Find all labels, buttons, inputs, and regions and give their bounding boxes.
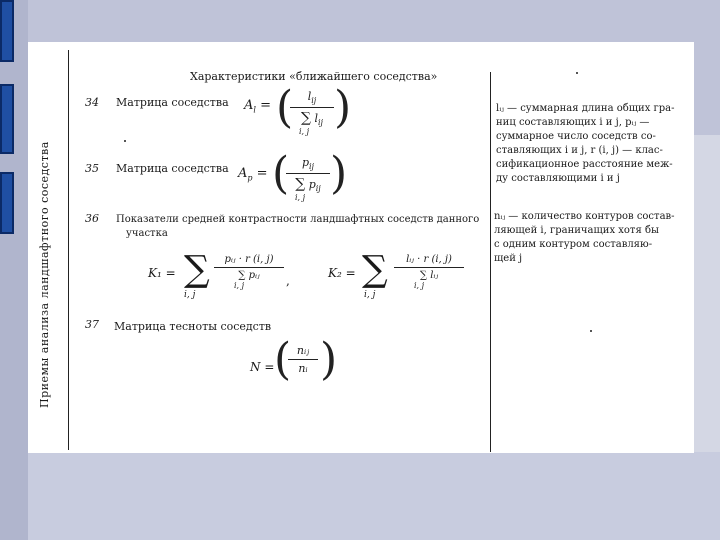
row-label-35: Матрица соседства bbox=[116, 162, 229, 175]
k2-fraction-bar bbox=[394, 267, 464, 268]
f34-sum-sign: ∑ bbox=[300, 110, 311, 127]
right-background-panel bbox=[694, 135, 720, 453]
note-36-line: щей j bbox=[494, 253, 523, 264]
vertical-side-title: Приемы анализа ландшафтного соседства bbox=[38, 141, 51, 408]
f35-den-index: i, j bbox=[294, 193, 306, 203]
fraction-34-num bbox=[308, 90, 317, 105]
f34-num-sub: ij bbox=[311, 96, 317, 106]
k1-sum-sign: ∑ bbox=[184, 249, 210, 290]
note-34-line: lᵢⱼ — суммарная длина общих гра- bbox=[496, 103, 675, 114]
scan-speck bbox=[576, 72, 578, 74]
n-denominator: nᵢ bbox=[298, 362, 308, 375]
formula-34-var: A bbox=[244, 98, 254, 113]
row-number-35: 35 bbox=[85, 162, 99, 175]
f35-num-sub: ij bbox=[309, 162, 315, 172]
n-lhs: N = bbox=[250, 360, 275, 374]
note-36-line: nᵢⱼ — количество контуров состав- bbox=[494, 211, 675, 222]
f35-sum-sign: ∑ bbox=[295, 176, 306, 193]
n-fraction bbox=[288, 344, 318, 375]
k2-denominator: ∑ lᵢⱼ bbox=[419, 270, 439, 281]
paren-open-34: ( bbox=[276, 82, 294, 133]
n-numerator: nᵢⱼ bbox=[296, 344, 310, 357]
note-34-line: ниц составляющих i и j, pᵢⱼ — bbox=[496, 117, 650, 128]
fraction-34 bbox=[290, 90, 334, 136]
k1-denominator: ∑ pᵢⱼ bbox=[238, 270, 260, 281]
k2-sum-index: i, j bbox=[364, 290, 376, 300]
f34-den-var: l bbox=[314, 112, 318, 126]
table-header: Характеристики «ближайшего соседства» bbox=[190, 70, 438, 83]
k2-lhs: K₂ = bbox=[328, 266, 356, 280]
k2-den-var: lᵢⱼ bbox=[430, 270, 439, 281]
fraction-35-bar bbox=[286, 173, 330, 174]
k2-fraction bbox=[394, 254, 464, 290]
fraction-35-den bbox=[295, 176, 321, 193]
f34-den-index: i, j bbox=[298, 127, 310, 137]
column-rule-right bbox=[490, 72, 491, 452]
k-separator-comma: , bbox=[286, 274, 290, 288]
n-fraction-bar bbox=[288, 359, 318, 360]
k1-fraction-bar bbox=[214, 267, 284, 268]
note-34-line: ставляющих i и j, r (i, j) — клас- bbox=[496, 145, 663, 156]
f35-num-var: p bbox=[301, 156, 309, 169]
paren-close-35: ) bbox=[330, 148, 348, 199]
note-34-line: сификационное расстояние меж- bbox=[496, 159, 673, 170]
note-34-line: суммарное число соседств со- bbox=[496, 131, 656, 142]
scanned-page bbox=[28, 42, 694, 453]
paren-close-37: ) bbox=[320, 334, 338, 385]
k1-sum-index: i, j bbox=[184, 290, 196, 300]
f34-den-sub: ij bbox=[317, 118, 324, 128]
fraction-35 bbox=[286, 156, 330, 202]
fraction-35-num bbox=[302, 156, 314, 171]
row-label-37: Матрица тесноты соседств bbox=[114, 320, 272, 333]
formula-34-sub: l bbox=[253, 105, 256, 115]
slide-tab-bottom bbox=[0, 172, 14, 234]
row-label-34: Матрица соседства bbox=[116, 96, 229, 109]
slide-tab-top bbox=[0, 0, 14, 62]
paren-open-35: ( bbox=[272, 148, 290, 199]
fraction-34-den bbox=[301, 110, 323, 127]
k1-fraction bbox=[214, 254, 284, 290]
note-36-line: с одним контуром составляю- bbox=[494, 239, 653, 250]
k1-den-var: pᵢⱼ bbox=[248, 270, 260, 281]
fraction-34-bar bbox=[290, 107, 334, 108]
note-36-line: ляющей i, граничащих хотя бы bbox=[494, 225, 659, 236]
paren-close-34: ) bbox=[334, 82, 352, 133]
row-number-34: 34 bbox=[85, 96, 99, 109]
k2-numerator: lᵢⱼ · r (i, j) bbox=[406, 254, 452, 265]
scan-speck bbox=[590, 330, 592, 332]
row-number-36: 36 bbox=[85, 212, 99, 225]
row-label-36-cont: участка bbox=[126, 228, 168, 239]
row-number-37: 37 bbox=[85, 318, 99, 331]
formula-35-sub: p bbox=[247, 173, 253, 183]
note-36 bbox=[494, 210, 675, 266]
note-34 bbox=[496, 102, 675, 186]
k2-sum-sign: ∑ bbox=[362, 249, 388, 290]
formula-35-var: A bbox=[238, 166, 248, 181]
f35-den-var: p bbox=[308, 178, 316, 192]
f35-den-sub: ij bbox=[315, 184, 321, 194]
formula-35-lhs: $A_p$ = bbox=[238, 166, 268, 183]
slide-tab-middle bbox=[0, 84, 14, 154]
column-rule-left bbox=[68, 50, 69, 450]
k1-den-index: i, j bbox=[233, 281, 245, 290]
left-background-strip bbox=[0, 0, 28, 540]
lower-background-panel bbox=[28, 452, 720, 540]
k2-den-index: i, j bbox=[413, 281, 425, 290]
paren-open-37: ( bbox=[274, 334, 292, 385]
f34-num-var: l bbox=[307, 90, 312, 103]
row-label-36: Показатели средней контрастности ландшафтных соседств данного bbox=[116, 214, 480, 225]
formula-34-lhs: $A_l$ = bbox=[244, 98, 271, 115]
k1-lhs: K₁ = bbox=[148, 266, 176, 280]
note-34-line: ду составляющими i и j bbox=[496, 173, 620, 184]
scan-speck bbox=[124, 140, 126, 142]
k1-numerator: pᵢⱼ · r (i, j) bbox=[224, 254, 274, 265]
